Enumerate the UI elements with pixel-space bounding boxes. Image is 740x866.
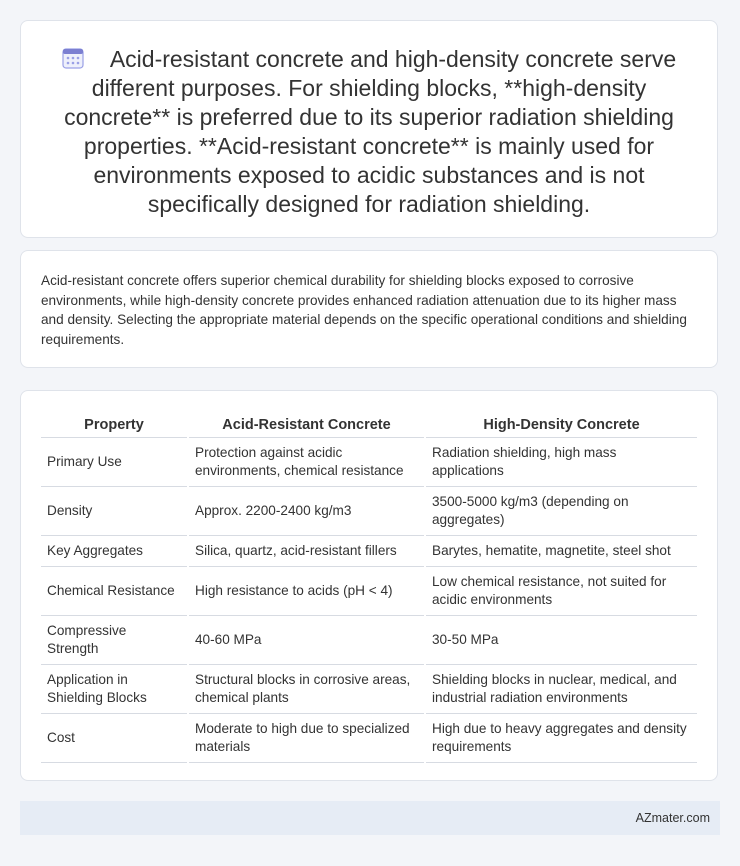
table-cell: Silica, quartz, acid-resistant fillers <box>189 536 424 567</box>
table-cell: Approx. 2200-2400 kg/m3 <box>189 487 424 536</box>
table-cell: Density <box>41 487 187 536</box>
table-cell: High due to heavy aggregates and density requirements <box>426 714 697 763</box>
footer-brand[interactable]: AZmater.com <box>635 811 710 825</box>
table-row <box>41 536 697 567</box>
table-row <box>41 665 697 714</box>
page-title <box>47 45 691 219</box>
table-cell: High resistance to acids (pH < 4) <box>189 567 424 616</box>
table-cell: Radiation shielding, high mass applications <box>426 438 697 487</box>
table-cell: Application in Shielding Blocks <box>41 665 187 714</box>
table-header-row <box>41 411 697 438</box>
footer <box>20 801 720 835</box>
summary-card <box>20 250 718 368</box>
table-cell: 3500-5000 kg/m3 (depending on aggregates) <box>426 487 697 536</box>
table-row <box>41 487 697 536</box>
table-cell: Key Aggregates <box>41 536 187 567</box>
table-cell: Low chemical resistance, not suited for acidic environments <box>426 567 697 616</box>
table-cell: Barytes, hematite, magnetite, steel shot <box>426 536 697 567</box>
comparison-table-card <box>20 390 718 781</box>
column-header: High-Density Concrete <box>426 411 697 438</box>
table-cell: Chemical Resistance <box>41 567 187 616</box>
table-cell: Primary Use <box>41 438 187 487</box>
table-row <box>41 714 697 763</box>
table-row <box>41 567 697 616</box>
table-cell: Protection against acidic environments, chemical resistance <box>189 438 424 487</box>
table-cell: Shielding blocks in nuclear, medical, and industrial radiation environments <box>426 665 697 714</box>
table-cell: Moderate to high due to specialized materials <box>189 714 424 763</box>
table-cell: 30-50 MPa <box>426 616 697 665</box>
title-card <box>20 20 718 238</box>
summary-text: Acid-resistant concrete offers superior chemical durability for shielding blocks exposed to corrosive environments, while high-density concrete provides enhanced radiation attenuation due to its higher mass and density. Selecting the appropriate material depends on the specific operational conditions and shielding requirements. <box>41 273 687 347</box>
column-header: Acid-Resistant Concrete <box>189 411 424 438</box>
column-header: Property <box>41 411 187 438</box>
table-cell: Structural blocks in corrosive areas, chemical plants <box>189 665 424 714</box>
calendar-icon <box>62 47 84 69</box>
table-cell: 40-60 MPa <box>189 616 424 665</box>
title-text: Acid-resistant concrete and high-density concrete serve different purposes. For shielding blocks, **high-density concrete** is preferred due to its superior radiation shielding properties. **Acid-resistant concrete** is mainly used for environments exposed to acidic substances and is not specifically designed for radiation shielding. <box>64 46 677 217</box>
comparison-table <box>39 411 699 763</box>
table-row <box>41 438 697 487</box>
table-cell: Compressive Strength <box>41 616 187 665</box>
table-row <box>41 616 697 665</box>
table-cell: Cost <box>41 714 187 763</box>
